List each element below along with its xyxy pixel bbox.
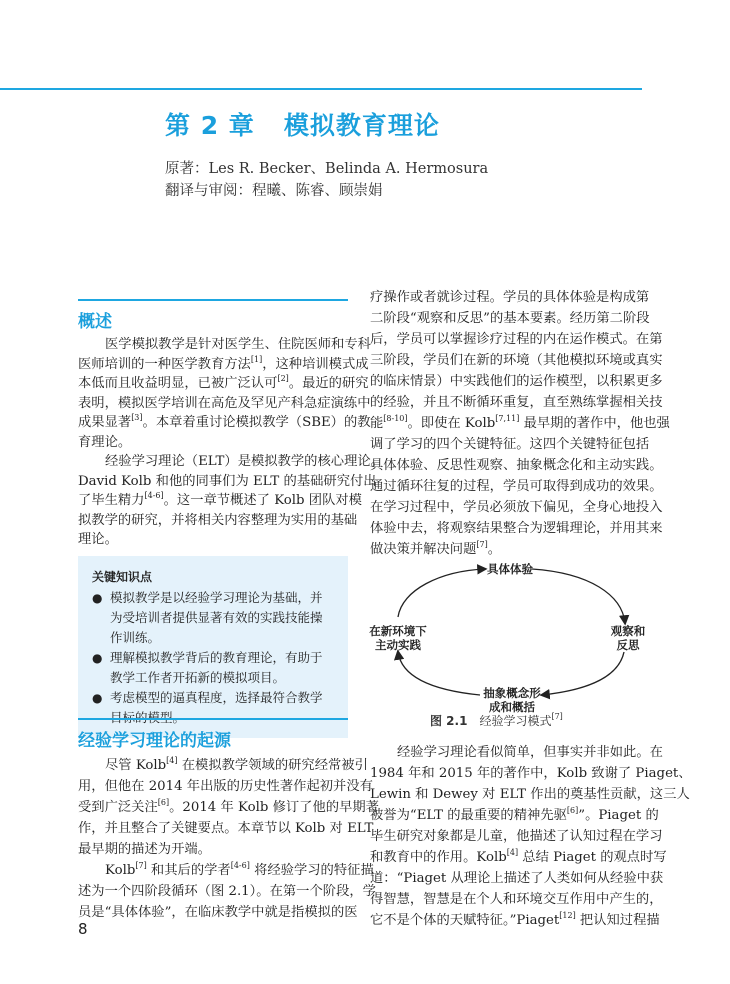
- citation-ref: [4]: [506, 848, 519, 857]
- top-rule: [0, 88, 642, 90]
- text-line: 通过循环往复的过程，学员可取得到成功的效果。: [370, 479, 663, 494]
- authors-line: 原著：Les R. Becker、Belinda A. Hermosura: [165, 161, 489, 177]
- citation-ref: [4-6]: [230, 861, 250, 870]
- figure-caption-text: 经验学习模式: [479, 714, 552, 728]
- citation-ref: [6]: [566, 806, 579, 815]
- key-point-item: [92, 648, 334, 688]
- node-observation-2: 反思: [616, 638, 640, 652]
- cycle-arrow: [542, 652, 624, 695]
- text-line: 医学模拟教学是针对医学生、住院医师和专科: [105, 337, 371, 352]
- text-line: Kolb[7] 和其后的学者[4-6] 将经验学习的特征描: [105, 861, 374, 878]
- bullet-icon: ●: [92, 691, 103, 705]
- text-line: 调了学习的四个关键特征。这四个关键特征包括: [370, 437, 650, 452]
- text-line: 表明，模拟医学培训在高危及罕见产科急症演练中: [78, 395, 371, 411]
- text-line: 具体体验、反思性观察、抽象概念化和主动实践。: [370, 458, 663, 473]
- node-abstract-2: 成和概括: [489, 700, 535, 714]
- text-line: 在学习过程中，学员必须放下偏见，全身心地投入: [370, 500, 663, 515]
- text-line: 得智慧，智慧是在个人和环境交互作用中产生的，: [370, 892, 663, 907]
- text-line: 用，但他在 2014 年出版的历史性著作起初并没有: [78, 779, 373, 794]
- text-line: Lewin 和 Dewey 对 ELT 作出的奠基性贡献，这三人: [370, 787, 690, 802]
- right-column: [370, 287, 670, 560]
- node-abstract-1: 抽象概念形: [483, 686, 541, 700]
- cycle-arrow: [398, 569, 485, 617]
- citation-ref: [8-10]: [383, 414, 408, 423]
- text-line: 作，并且整合了关键要点。本章节以 Kolb 对 ELT: [78, 821, 374, 836]
- figure-caption-ref: [7]: [551, 712, 563, 721]
- text-line: 能[8-10]。即使在 Kolb[7,11] 最早期的著作中，他也强: [370, 414, 670, 431]
- key-points-title: 关键知识点: [92, 570, 153, 584]
- text-line: 成果显著[3]。本章着重讨论模拟教学（SBE）的教: [78, 413, 371, 430]
- node-active-1: 在新环境下: [369, 624, 427, 638]
- section-rule: [78, 299, 348, 301]
- citation-ref: [12]: [559, 911, 576, 920]
- key-point-item: [92, 588, 334, 648]
- text-line: 疗操作或者就诊过程。学员的具体体验是构成第: [370, 290, 650, 305]
- text-line: 做决策并解决问题[7]。: [370, 540, 502, 557]
- overview-para-1: [78, 335, 371, 452]
- citation-ref: [4-6]: [144, 491, 164, 500]
- cycle-arrow: [532, 569, 625, 623]
- text-line: 毕生研究对象都是儿童，他描述了认知过程在学习: [370, 829, 663, 844]
- section-heading-origins: 经验学习理论的起源: [78, 731, 231, 751]
- citation-ref: [6]: [157, 798, 170, 807]
- text-line: 1984 年和 2015 年的著作中，Kolb 致谢了 Piaget、: [370, 766, 692, 781]
- section-heading-overview: 概述: [78, 312, 112, 332]
- overview-para-2: [78, 452, 384, 550]
- text-line: 述为一个四阶段循环（图 2.1）。在第一个阶段，学: [78, 884, 376, 899]
- text-line: 育理论。: [78, 434, 132, 450]
- origins-para-1: [78, 755, 379, 860]
- citation-ref: [2]: [277, 374, 289, 383]
- page-number: 8: [78, 920, 88, 938]
- text-line: 的经验，并且不断循环重复，直至熟练掌握相关技: [370, 395, 663, 410]
- section-rule: [78, 718, 348, 720]
- translators-line: 翻译与审阅：程曦、陈睿、顾崇娟: [165, 183, 383, 199]
- right-column-lower: [370, 742, 692, 931]
- cycle-arrow: [398, 652, 480, 695]
- citation-ref: [7,11]: [495, 414, 520, 423]
- key-point-text: 理解模拟教学背后的教育理论，有助于教学工作者开拓新的模拟项目。: [110, 650, 323, 685]
- citation-ref: [1]: [250, 354, 263, 364]
- text-line: 三阶段，学员们在新的环境（其他模拟环境或真实: [370, 353, 663, 368]
- text-line: 经验学习理论（ELT）是模拟教学的核心理论。: [105, 454, 384, 469]
- node-concrete-experience: 具体体验: [487, 562, 533, 576]
- text-line: 的临床情景）中实践他们的运作模型，以积累更多: [370, 374, 663, 389]
- chapter-title: 第 2 章 模拟教育理论: [165, 111, 440, 140]
- text-line: 二阶段“观察和反思”的基本要素。经历第二阶段: [370, 311, 650, 326]
- key-point-text: 模拟教学是以经验学习理论为基础，并为受培训者提供显著有效的实践技能操作训练。: [110, 590, 323, 645]
- text-line: 医师培训的一种医学教育方法[1]，这种培训模式成: [78, 354, 369, 372]
- text-line: 本低而且收益明显，已被广泛认可[2]。最近的研究: [78, 374, 369, 391]
- authors-block: [165, 158, 488, 202]
- text-line: 拟教学的研究，并将相关内容整理为实用的基础: [78, 512, 358, 528]
- text-line: 被誉为“ELT 的最重要的精神先驱[6]”。Piaget 的: [370, 806, 659, 823]
- text-line: 道：“Piaget 从理论上描述了人类如何从经验中获: [370, 871, 664, 886]
- text-line: 和教育中的作用。Kolb[4] 总结 Piaget 的观点时写: [370, 848, 667, 865]
- figure-caption: [430, 712, 563, 729]
- origins-para-2: [78, 860, 376, 923]
- left-column-lower: [78, 718, 379, 923]
- key-point-text: 考虑模型的逼真程度，选择最符合教学: [110, 690, 323, 705]
- text-line: 了毕生精力[4-6]。这一章节概述了 Kolb 团队对模: [78, 491, 362, 508]
- left-column: [78, 299, 384, 550]
- right-para-top: [370, 287, 670, 560]
- text-line: 受到广泛关注[6]。2014 年 Kolb 修订了他的早期著: [78, 798, 379, 815]
- right-para-bottom: [370, 742, 692, 931]
- text-line: 后，学员可以掌握诊疗过程的内在运作模式。在第: [370, 332, 663, 347]
- text-line: 尽管 Kolb[4] 在模拟教学领域的研究经常被引: [105, 756, 368, 773]
- figure-label: 图 2.1: [430, 714, 468, 728]
- text-line: 经验学习理论看似简单，但事实并非如此。在: [397, 745, 663, 760]
- bullet-icon: ●: [92, 591, 103, 605]
- citation-ref: [3]: [131, 413, 143, 422]
- bullet-icon: ●: [92, 651, 103, 665]
- text-line: 员是“具体体验”，在临床教学中就是指模拟的医: [78, 905, 358, 920]
- text-line: David Kolb 和他的同事们为 ELT 的基础研究付出: [78, 473, 377, 489]
- citation-ref: [7]: [135, 861, 147, 870]
- experiential-learning-cycle-diagram: [360, 545, 670, 725]
- node-observation-1: 观察和: [610, 624, 646, 638]
- citation-ref: [7]: [476, 540, 488, 549]
- text-line: 它不是个体的天赋特征。”Piaget[12] 把认知过程描: [370, 911, 660, 928]
- node-active-2: 主动实践: [375, 638, 421, 652]
- text-line: 理论。: [78, 532, 118, 547]
- text-line: 体验中去，将观察结果整合为逻辑理论，并用其来: [370, 521, 663, 536]
- text-line: 最早期的描述为开端。: [78, 842, 211, 857]
- key-points-box: [78, 556, 348, 738]
- citation-ref: [4]: [166, 756, 178, 765]
